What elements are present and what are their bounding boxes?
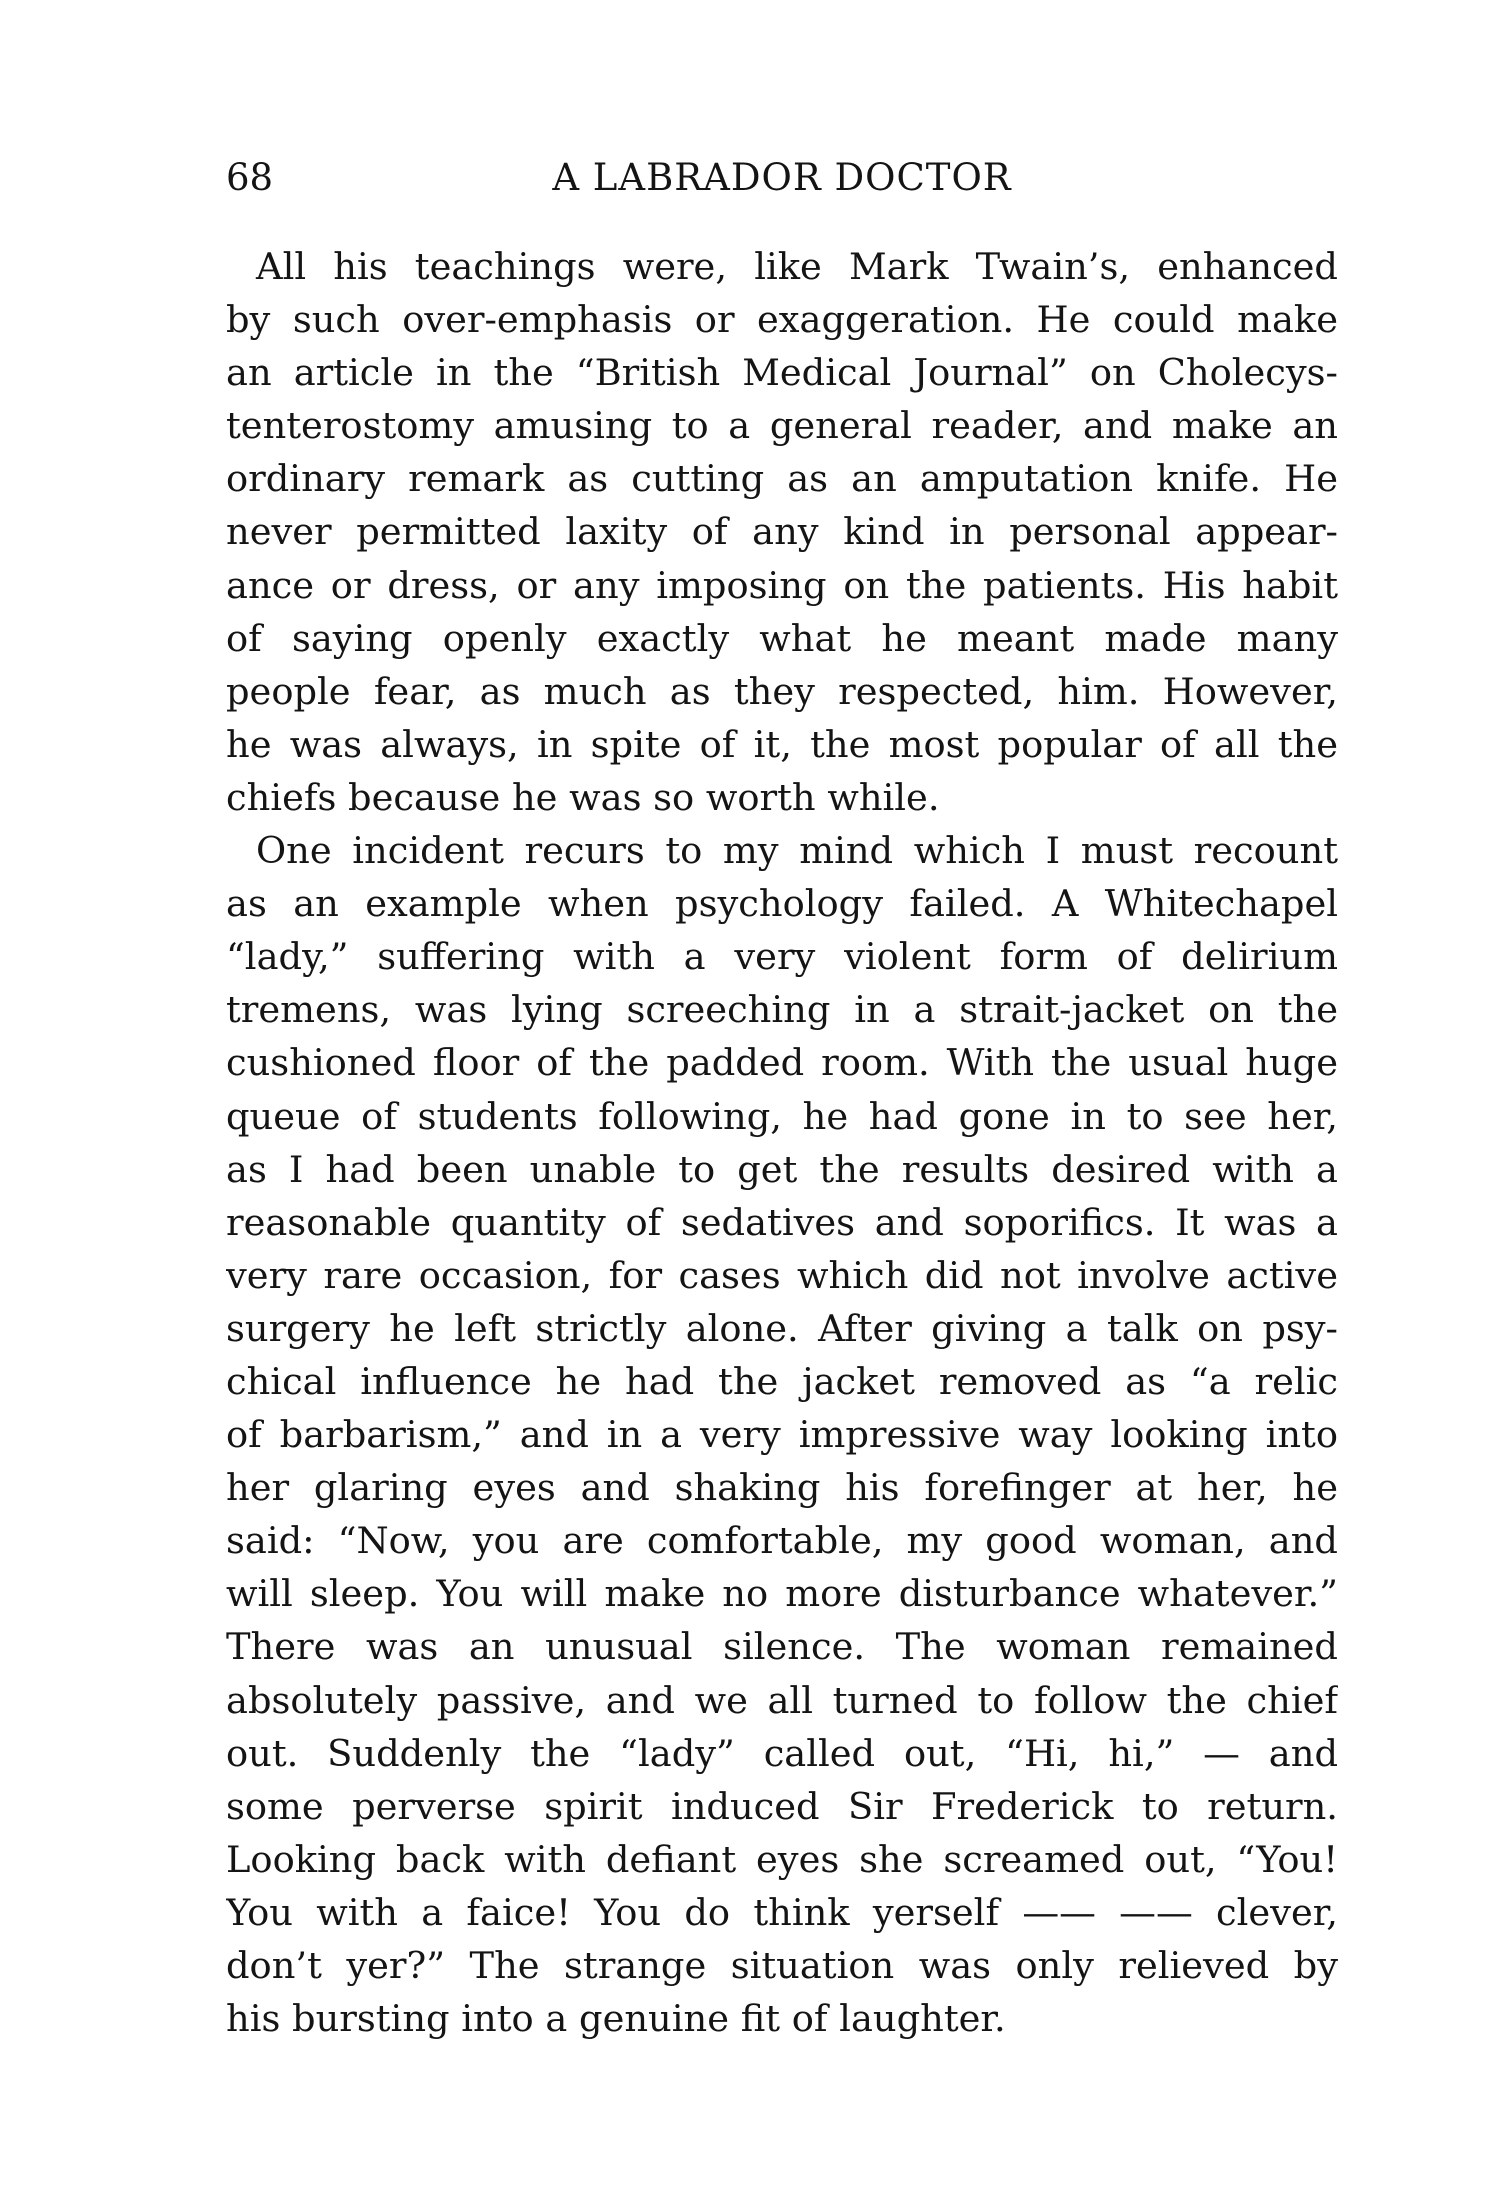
running-title: A LABRADOR DOCTOR <box>552 156 1012 199</box>
text-line: ordinary remark as cutting as an amputation knife. He <box>226 457 1338 501</box>
text-line: by such over-emphasis or exaggeration. He could make <box>226 298 1338 342</box>
text-line: never permitted laxity of any kind in personal appear- <box>226 510 1338 554</box>
text-line: his bursting into a genuine fit of laughter. <box>226 1997 1006 2041</box>
text-line: will sleep. You will make no more disturbance whatever.” <box>226 1572 1338 1616</box>
text-line: Looking back with defiant eyes she screamed out, “You! <box>226 1837 1338 1881</box>
text-line: of saying openly exactly what he meant made many <box>226 616 1338 660</box>
text-line: of barbarism,” and in a very impressive way looking into <box>226 1413 1338 1457</box>
text-line: surgery he left strictly alone. After giving a talk on psy- <box>226 1306 1338 1350</box>
text-line: don’t yer?” The strange situation was only relieved by <box>226 1944 1338 1987</box>
text-line: said: “Now, you are comfortable, my good woman, and <box>226 1519 1338 1563</box>
text-line: tremens, was lying screeching in a strait-jacket on the <box>226 988 1338 1032</box>
text-line: as I had been unable to get the results desired with a <box>226 1147 1338 1191</box>
text-line: very rare occasion, for cases which did not involve active <box>226 1253 1338 1297</box>
text-line: chical influence he had the jacket removed as “a relic <box>226 1359 1338 1403</box>
body-text <box>226 240 1338 2045</box>
text-line: reasonable quantity of sedatives and soporifics. It was a <box>226 1200 1338 1244</box>
text-line: tenterostomy amusing to a general reader, and make an <box>226 404 1338 448</box>
text-line: All his teachings were, like Mark Twain’s, enhanced <box>256 245 1338 288</box>
text-line: “lady,” suffering with a very violent form of delirium <box>226 935 1338 979</box>
text-line: absolutely passive, and we all turned to follow the chief <box>226 1678 1338 1722</box>
text-line: as an example when psychology failed. A Whitechapel <box>226 882 1338 926</box>
page-number: 68 <box>226 156 274 199</box>
text-line: some perverse spirit induced Sir Frederick to return. <box>226 1784 1338 1828</box>
text-line: There was an unusual silence. The woman remained <box>226 1625 1338 1669</box>
text-line: cushioned floor of the padded room. With the usual huge <box>226 1041 1338 1085</box>
page-header <box>226 148 1338 208</box>
text-line: queue of students following, he had gone in to see her, <box>226 1094 1338 1138</box>
text-line: chiefs because he was so worth while. <box>226 775 940 819</box>
paragraph-2 <box>226 824 1338 2045</box>
text-line: out. Suddenly the “lady” called out, “Hi, hi,” — and <box>226 1731 1338 1775</box>
text-line: he was always, in spite of it, the most popular of all the <box>226 722 1338 766</box>
text-line: an article in the “British Medical Journal” on Cholecys- <box>226 351 1338 395</box>
text-line: people fear, as much as they respected, him. However, <box>226 669 1338 713</box>
paragraph-1 <box>226 240 1338 824</box>
text-line: her glaring eyes and shaking his forefinger at her, he <box>226 1466 1338 1510</box>
text-line: ance or dress, or any imposing on the patients. His habit <box>226 563 1338 607</box>
text-line: One incident recurs to my mind which I must recount <box>256 829 1338 873</box>
text-line: You with a faice! You do think yerself —— —— clever, <box>226 1890 1338 1934</box>
